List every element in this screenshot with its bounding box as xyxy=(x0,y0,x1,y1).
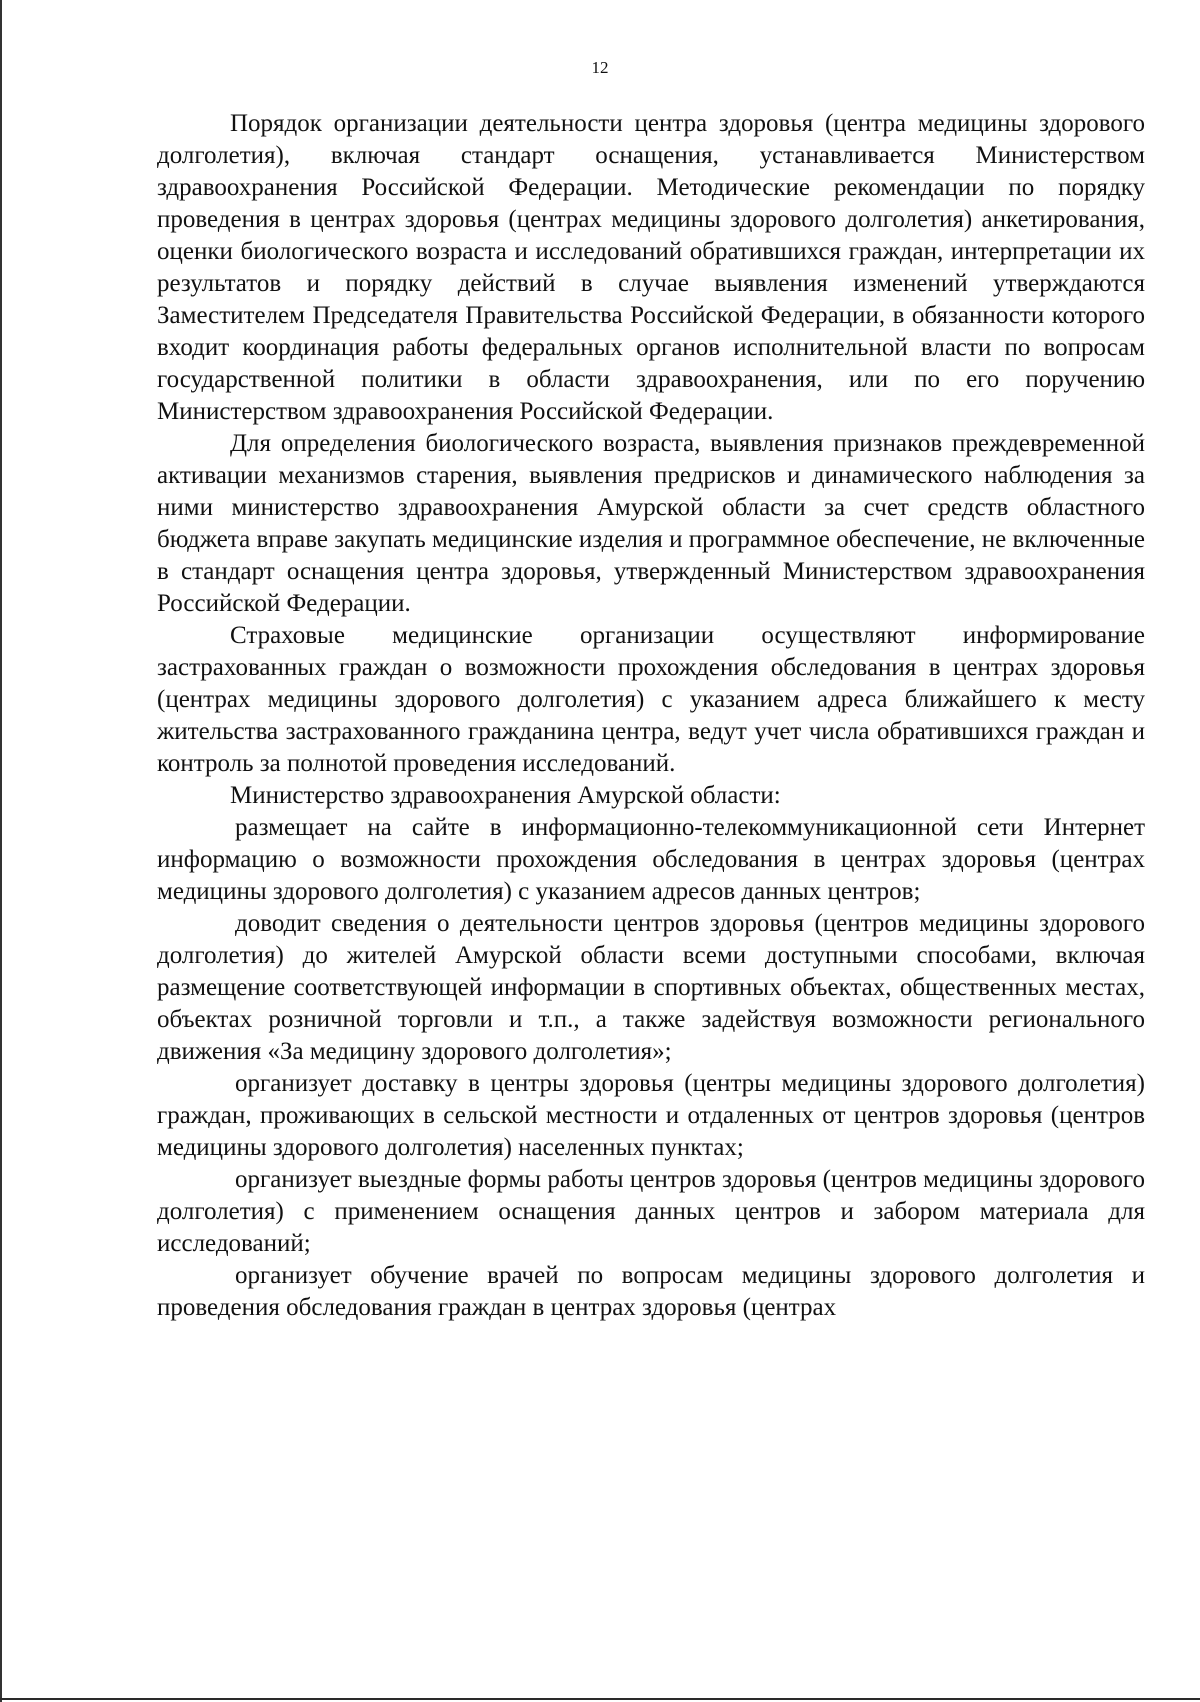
list-item-training: организует обучение врачей по вопросам медицины здорового долголетия и проведения обследования граждан в центрах здоровья (центрах xyxy=(157,1262,1145,1321)
paragraph-ministry-intro: Министерство здравоохранения Амурской области: xyxy=(230,782,781,809)
list-item-inform-residents: доводит сведения о деятельности центров здоровья (центров медицины здорового долголетия) до жителей Амурской области всеми доступными способами, включая размещение соответствующей информации в спортивных объектах, общественных местах, объектах розничной торговли и т.п., а также задействуя возможности регионального движения «За медицину здорового долголетия»; xyxy=(157,910,1145,1065)
paragraph-center-organization: Порядок организации деятельности центра здоровья (центра медицины здорового долголетия), включая стандарт оснащения, устанавливается Министерством здравоохранения Российской Федерации. Методические рекомендации по порядку проведения в центрах здоровья (центрах медицины здорового долголетия) анкетирования, оценки биологического возраста и исследований обратившихся граждан, интерпретации их результатов и порядку действий в случае выявления изменений утверждаются Заместителем Председателя Правительства Российской Федерации, в обязанности которого входит координация работы федеральных органов исполнительной власти по вопросам государственной политики в области здравоохранения, или по его поручению Министерством здравоохранения Российской Федерации. xyxy=(157,110,1145,425)
page-number: 12 xyxy=(591,58,609,77)
scan-bottom-edge xyxy=(0,1698,1200,1700)
scan-left-edge xyxy=(0,0,2,1702)
list-item-mobile-work: организует выездные формы работы центров здоровья (центров медицины здорового долголетия) с применением оснащения данных центров и забором материала для исследований; xyxy=(157,1166,1145,1257)
paragraph-biological-age: Для определения биологического возраста, выявления признаков преждевременной активации механизмов старения, выявления предрисков и динамического наблюдения за ними министерство здравоохранения Амурской области за счет средств областного бюджета вправе закупать медицинские изделия и программное обеспечение, не включенные в стандарт оснащения центра здоровья, утвержденный Министерством здравоохранения Российской Федерации. xyxy=(157,430,1145,617)
body-text xyxy=(157,108,1145,1324)
list-item-website-info: размещает на сайте в информационно-телекоммуникационной сети Интернет информацию о возможности прохождения обследования в центрах здоровья (центрах медицины здорового долголетия) с указанием адресов данных центров; xyxy=(157,814,1145,905)
list-item-delivery: организует доставку в центры здоровья (центры медицины здорового долголетия) граждан, проживающих в сельской местности и отдаленных от центров здоровья (центров медицины здорового долголетия) населенных пунктах; xyxy=(157,1070,1145,1161)
paragraph-insurance-organizations: Страховые медицинские организации осуществляют информирование застрахованных граждан о возможности прохождения обследования в центрах здоровья (центрах медицины здорового долголетия) с указанием адреса ближайшего к месту жительства застрахованного гражданина центра, ведут учет числа обратившихся граждан и контроль за полнотой проведения исследований. xyxy=(157,622,1145,777)
